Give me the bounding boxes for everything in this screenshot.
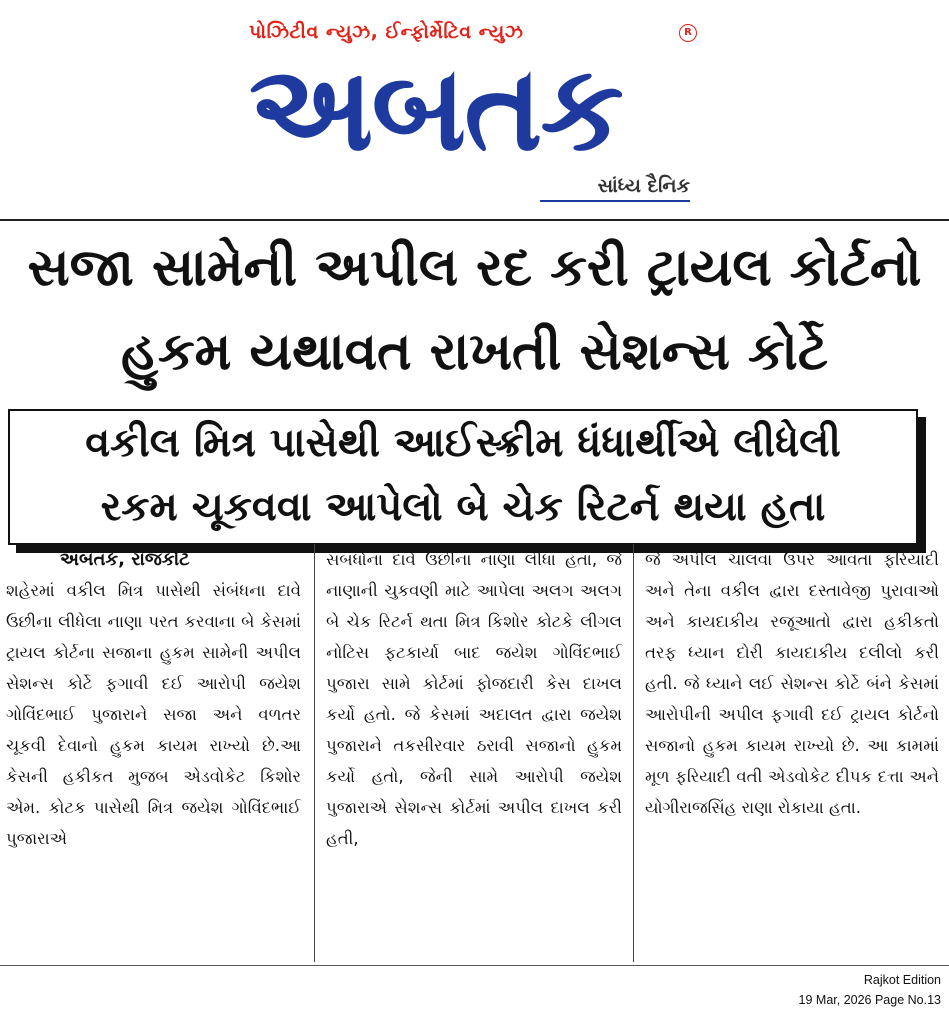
- headline-line-2: હુકમ યથાવત રાખતી સેશન્સ કોર્ટે: [121, 322, 828, 382]
- edition-date-page: 19 Mar, 2026 Page No.13: [798, 993, 941, 1007]
- article-subheadline-box: [8, 409, 918, 545]
- subhead-line-2: રકમ ચૂકવવા આપેલો બે ચેક રિટર્ન થયા હતા: [100, 484, 826, 530]
- article-byline: અબતક, રાજકોટ: [60, 549, 190, 570]
- article-column-1: [6, 544, 301, 964]
- footer-divider: [0, 965, 949, 966]
- registered-trademark-icon: R: [679, 24, 697, 42]
- article-headline: [0, 226, 949, 394]
- subhead-line-1: વકીલ મિત્ર પાસેથી આઈસ્ક્રીમ ધંધાર્થીએ લીધેલી: [85, 420, 841, 466]
- edition-info: [741, 970, 941, 1010]
- article-column-2: [326, 544, 622, 964]
- column-3-text: જે અપીલ ચાલવા ઉપર આવતા ફરિયાદી અને તેના વકીલ દ્વારા દસ્તાવેજી પુરાવાઓ અને કાયદાકીય રજૂઆતો દ્વારા હકીકતો તરફ ધ્યાન દોરી કાયદાકીય દલીલો કરી હતી. જે ધ્યાને લઈ સેશન્સ કોર્ટે બંને કેસમાં આરોપીની અપીલ ફગાવી દઈ ટ્રાયલ કોર્ટનો સજાનો હુકમ કાયમ રાખ્યો છે. આ કામમાં મૂળ ફરિયાદી વતી એડવોકેટ દીપક દત્તા અને યોગીરાજસિંહ રાણા રોકાયા હતા.: [645, 550, 939, 817]
- masthead-tagline: પોઝિટીવ ન્યુઝ, ઈન્ફોર્મેટિવ ન્યુઝ: [249, 21, 524, 43]
- newspaper-logo: અબતક: [249, 42, 622, 174]
- article-body: [0, 544, 949, 964]
- column-2-text: સંબંધોના દાવે ઉછીના નાણા લીધા હતા, જે નાણાની ચુકવણી માટે આપેલા અલગ અલગ બે ચેક રિટર્ન થતા મિત્ર કિશોર કોટકે લીગલ નોટિસ ફટકાર્યા બાદ જયેશ ગોવિંદભાઈ પુજારા સામે કોર્ટમાં ફોજદારી કેસ દાખલ કર્યો હતો. જે કેસમાં અદાલત દ્વારા જયેશ પુજારાને તકસીરવાર ઠરાવી સજાનો હુકમ કર્યો હતો, જેની સામે આરોપી જયેશ પુજારાએ સેશન્સ કોર્ટમાં અપીલ દાખલ કરી હતી,: [326, 550, 622, 848]
- column-1-text: શહેરમાં વકીલ મિત્ર પાસેથી સંબંધના દાવે ઉછીના લીધેલા નાણા પરત કરવાના બે કેસમાં ટ્રાયલ કોર્ટના સજાના હુકમ સામેની અપીલ સેશન્સ કોર્ટે ફગાવી દઈ આરોપી જયેશ ગોવિંદભાઈ પુજારાને સજા અને વળતર ચૂકવી દેવાનો હુકમ કાયમ રાખ્યો છે.આ કેસની હકીકત મુજબ એડવોકેટ કિશોર એમ. કોટક પાસેથી મિત્ર જયેશ ગોવિંદભાઈ પુજારાએ: [6, 581, 301, 848]
- column-divider: [633, 544, 634, 962]
- column-divider: [314, 544, 315, 962]
- article-column-3: [645, 544, 939, 964]
- masthead-subtitle: સાંધ્ય દૈનિક: [540, 174, 690, 202]
- masthead-divider: [0, 219, 949, 221]
- masthead: [0, 0, 949, 215]
- edition-name: Rajkot Edition: [863, 973, 941, 987]
- headline-line-1: સજા સામેની અપીલ રદ કરી ટ્રાયલ કોર્ટનો: [27, 238, 922, 298]
